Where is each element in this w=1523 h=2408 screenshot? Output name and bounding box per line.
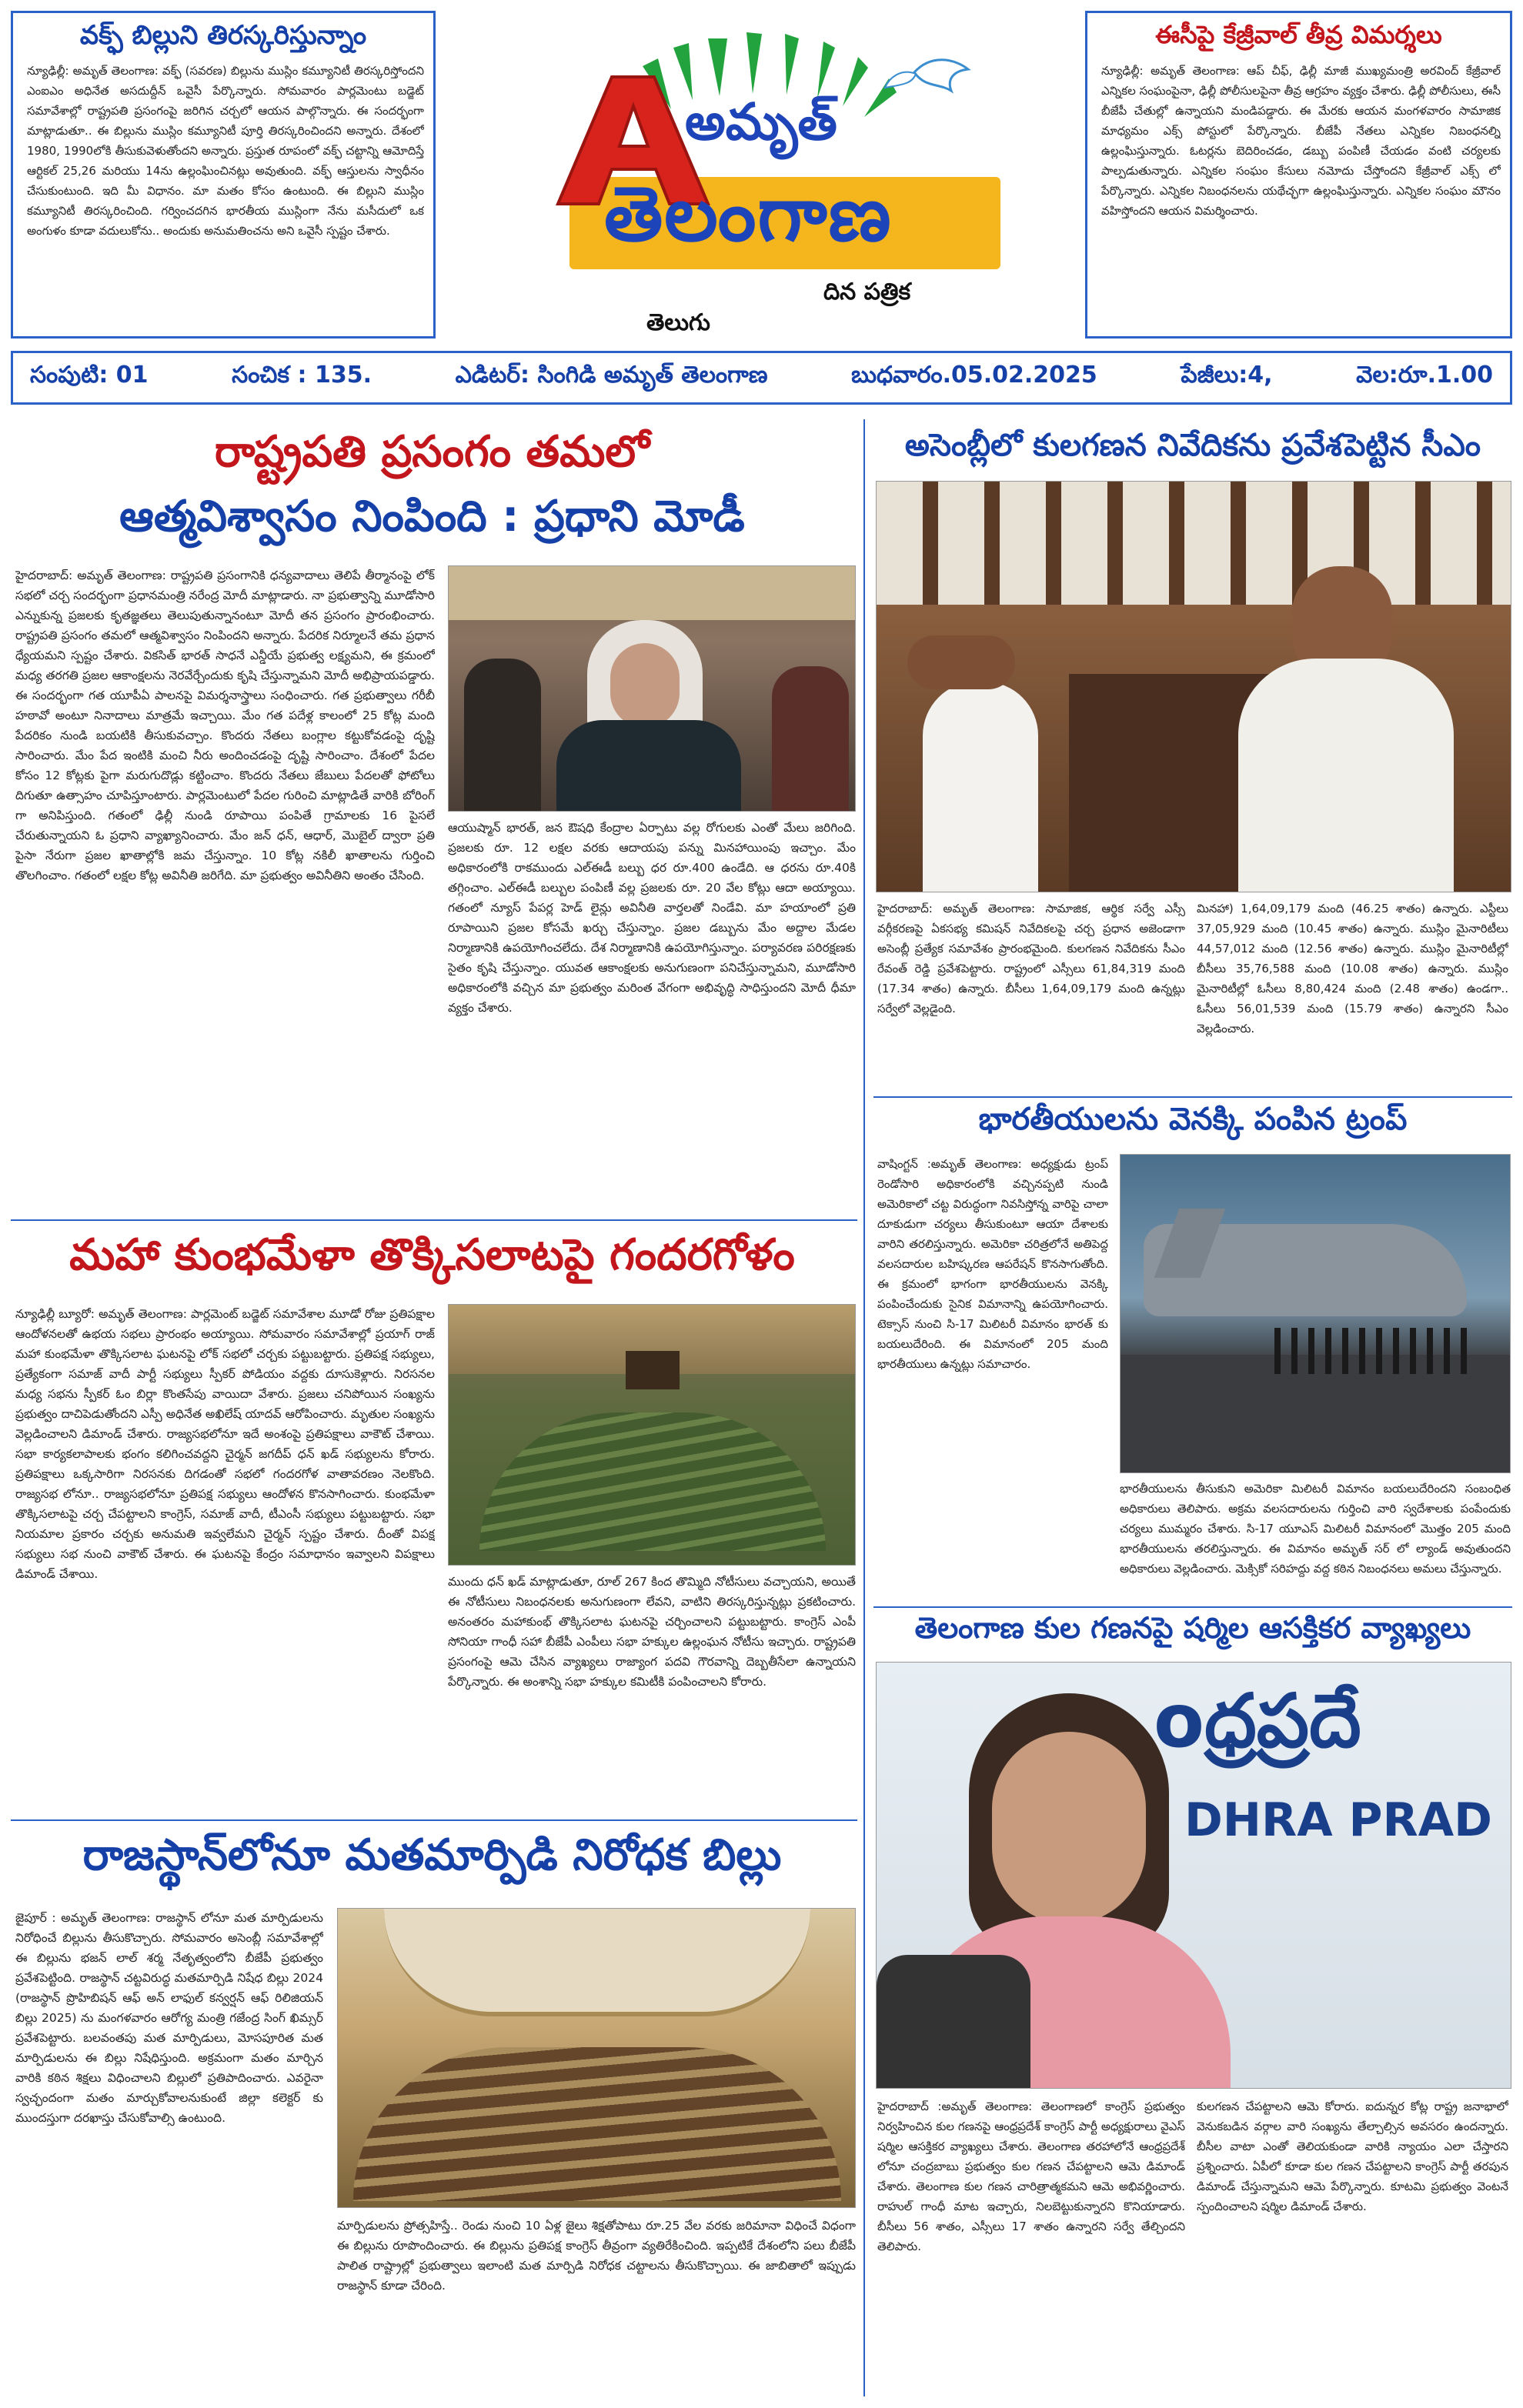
modi-body-left: హైదరాబాద్: అమృత్ తెలంగాణ: రాష్ట్రపతి ప్రసంగానికి ధన్యవాదాలు తెలిపే తీర్మానంపై లోక్ సభలో చర్చ సందర్భంగా ప్రధానమంత్రి నరేంద్ర మోదీ మాట్లాడారు. నా ప్రభుత్వాన్ని మూడోసారి ఎన్నుకున్న ప్రజలకు కృతజ్ఞతలు తెలుపుతున్నానంటూ మోదీ తన ప్రసంగం ప్రారంభించారు. రాష్ట్రపతి ప్రసంగం తమలో ఆత్మవిశ్వాసం నింపిందని అన్నారు. పేదరిక నిర్మూలనే తమ ప్రధాన ధ్యేయమని స్పష్టం చేశారు. వికసిత్ భారత్ సాధనే ఎన్డీయే ప్రభుత్వ లక్ష్యమని, ఈ క్రమంలో మధ్య తరగతి ప్రజల ఆకాంక్షలను నెరవేర్చేందుకు కృషి చేస్తున్నామని మోదీ అభిప్రాయపడ్డారు. ఈ సందర్భంగా గత యూపీఏ పాలనపై విమర్శనాస్త్రాలు సంధించారు. గత ప్రభుత్వాలు గరీబీ హఠావో అంటూ నినాదాలు మాత్రమే ఇచ్చాయి. మేం గత పదేళ్ల కాలంలో 25 కోట్ల మంది పేదరికం నుండి బయటికి తీసుకువచ్చాం. కొందరు నేతలు బంగ్లాల కట్టుకోవడంపై దృష్టి సారించారు. మేం పేద ఇంటికి మంచి నీరు అందించడంపై దృష్టి సారించాం. దేశంలో పేదల కోసం 12 కోట్లకు పైగా మరుగుదొడ్లు కట్టించాం. కొందరు నేతలు జేబులు పేదలతో ఫోటోలు దిగుతూ ఉత్సాహం చూపిస్తూంటారు. పార్లమెంటులో పేదల గురించి మాట్లాడితే వారికి బోరింగ్ గా అనిపిస్తుంది. గతంలో ఢిల్లీ నుండి రూపాయి పంపితే గ్రామాలకు 16 పైసలే చేరుతున్నాయని ఓ ప్రధాని వ్యాఖ్యానించారు. మేం జన్ ధన్, ఆధార్, మొబైల్ ద్వారా ప్రతి పైసా నేరుగా ప్రజల ఖాతాల్లోకి జమ చేస్తున్నాం. 10 కోట్ల నకిలీ ఖాతాలను గుర్తించి తొలగించాం. గతంలో లక్షల కోట్ల అవినీతి జరిగేది. మా ప్రభుత్వం అవినీతిని అంతం చేసింది. — [15, 569, 435, 882]
rajasthan-assembly-photo — [337, 1908, 856, 2208]
masthead — [454, 23, 1070, 346]
sharmila-body-right: కులగణన చేపట్టాలని ఆమె కోరారు. ఐదున్నర కోట్ల రాష్ట్ర జనాభాలో వెనుకబడిన వర్గాల వారి సంఖ్యను తేల్చాల్సిన అవసరం ఉందన్నారు. బీసీల వాటా ఎంతో తెలియకుండా వారికి న్యాయం ఎలా చేస్తారని ప్రశ్నించారు. ఏపీలో కూడా కుల గణన చేపట్టాలని కాంగ్రెస్ పార్టీ తరపున డిమాండ్ చేస్తున్నామని ఆమె పేర్కొన్నారు. కూటమి ప్రభుత్వం వెంటనే స్పందించాలని షర్మిల డిమాండ్ చేశారు. — [1197, 2099, 1508, 2213]
sharmila-headline: తెలంగాణ కుల గణనపై షర్మిల ఆసక్తికర వ్యాఖ్యలు — [914, 1611, 1471, 1645]
divider-4 — [873, 1606, 1512, 1608]
kumbh-body-left: న్యూఢిల్లీ బ్యూరో: అమృత్ తెలంగాణ: పార్లమెంట్ బడ్జెట్ సమావేశాల మూడో రోజు ప్రతిపక్షాల ఆందోళనలతో ఉభయ సభలు ప్రారంభం అయ్యాయి. సోమవారం సమావేశాల్లో ప్రయాగ్ రాజ్ మహా కుంభమేళా తొక్కిసలాట ఘటనపై లోక్ సభలో చర్చకు పట్టుబట్టారు. ప్రతిపక్ష సభ్యులు, ప్రత్యేకంగా సమాజ్ వాదీ పార్టీ సభ్యులు స్పీకర్ పోడియం వద్దకు దూసుకెళ్లారు. నిరసనల మధ్య సభను స్పీకర్ ఓం బిర్లా కొంతసేపు వాయిదా వేశారు. ప్రజలు చనిపోయిన సంఖ్యను ప్రభుత్వం దాచిపెడుతోందని ఎస్పీ అధినేత అఖిలేష్ యాదవ్ ఆరోపించారు. మృతుల సంఖ్యను వెల్లడించాలని డిమాండ్ చేశారు. రాజ్యసభలోనూ ఇదే అంశంపై ప్రతిపక్షాలు వాకౌట్ చేశాయి. సభా కార్యకలాపాలకు భంగం కలిగించవద్దని చైర్మన్ జగదీప్ ధన్ ఖడ్ సభ్యులను కోరారు. ప్రతిపక్షాలు ఒక్కసారిగా నిరసనకు దిగడంతో సభలో గందరగోళ వాతావరణం నెలకొంది. రాజ్యసభ లోనూ.. రాజ్యసభలోనూ ప్రతిపక్ష సభ్యులు ఆందోళన కొనసాగించారు. కుంభమేళా తొక్కిసలాటపై చర్చ చేపట్టాలని కాంగ్రెస్, సమాజ్ వాదీ, టీఎంసీ సభ్యులు పట్టుబట్టారు. సభా నియమాల ప్రకారం చర్చకు అనుమతి ఇవ్వలేమని చైర్మన్ స్పష్టం చేశారు. దీంతో విపక్ష సభ్యులు సభ నుంచి వాకౌట్ చేశారు. ఈ ఘటనపై కేంద్రం సమాధానం ఇవ్వాలని విపక్షాలు డిమాండ్ చేశాయి. — [15, 1307, 435, 1581]
kejriwal-body: న్యూఢిల్లీ: అమృత్ తెలంగాణ: ఆప్ చీఫ్, ఢిల్లీ మాజీ ముఖ్యమంత్రి అరవింద్ కేజ్రీవాల్ ఎన్నికల సంఘంపైనా, ఢిల్లీ పోలీసులపైనా తీవ్ర ఆగ్రహం వ్యక్తం చేశారు. ఢిల్లీ పోలీసులు, ఈసీ బీజేపీ చేతుల్లో ఉన్నాయని మండిపడ్డారు. ఈ మేరకు ఆయన మంగళవారం సామాజిక మాధ్యమం ఎక్స్ పోస్టులో పేర్కొన్నారు. బీజేపీ నేతలు ఎన్నికల నిబంధనల్ని ఉల్లంఘిస్తున్నారు. ఓటర్లను బెదిరించడం, డబ్బు పంపిణీ చేయడం వంటి చర్యలకు పాల్పడుతున్నారు. ఎన్నికల సంఘం కేసులు నమోదు చేస్తోందని కేజ్రీవాల్ ఎక్స్ లో పేర్కొన్నారు. ఎన్నికల నిబంధనలను యథేచ్ఛగా ఉల్లంఘిస్తున్నారు. ఎన్నికల సంఘం మౌనం వహిస్తోందని ఆయన విమర్శించారు. — [1101, 64, 1501, 218]
editor-label: ఎడిటర్: సింగిడి అమృత్ తెలంగాణ — [455, 362, 768, 389]
divider-3 — [873, 1096, 1512, 1098]
logo-word-main: తెలంగాణ — [604, 171, 893, 258]
trump-headline: భారతీయులను వెనక్కి పంపిన ట్రంప్ — [978, 1102, 1408, 1137]
divider-2 — [11, 1819, 857, 1821]
census-body-left: హైదరాబాద్: అమృత్ తెలంగాణ: సామాజిక, ఆర్థిక సర్వే ఎస్సీ వర్గీకరణపై ఏకసభ్య కమిషన్ నివేదికలపై చర్చ ప్రధాన అజెండాగా అసెంబ్లీ ప్రత్యేక సమావేశం ప్రారంభమైంది. కులగణన నివేదికను సీఎం రేవంత్ రెడ్డి ప్రవేశపెట్టారు. రాష్ట్రంలో ఎస్సీలు 61,84,319 మంది (17.34 శాతం) ఉన్నారు. బీసీలు 1,64,09,179 మంది ఉన్నట్లు సర్వేలో వెల్లడైంది. — [877, 902, 1185, 1016]
masthead-tagline: దిన పత్రిక — [823, 278, 911, 305]
masthead-language: తెలుగు — [646, 309, 710, 336]
modi-photo — [448, 565, 856, 812]
divider-1 — [11, 1219, 857, 1221]
sharmila-body-left: హైదరాబాద్ :అమృత్ తెలంగాణ: తెలంగాణలో కాంగ్రెస్ ప్రభుత్వం నిర్వహించిన కుల గణనపై ఆంధ్రప్రదేశ్ కాంగ్రెస్ పార్టీ అధ్యక్షురాలు వైఎస్ షర్మిల ఆసక్తికర వ్యాఖ్యలు చేశారు. తెలంగాణ తరహాలోనే ఆంధ్రప్రదేశ్ లోనూ చంద్రబాబు ప్రభుత్వం కుల గణన చేపట్టాలని ఆమె డిమాండ్ చేశారు. తెలంగాణ కుల గణన చారిత్రాత్మకమని ఆమె అభివర్ణించారు. రాహుల్ గాంధీ మాట ఇచ్చారు, నిలబెట్టుకున్నారని కొనియాడారు. బీసీలు 56 శాతం, ఎస్సీలు 17 శాతం ఉన్నారని సర్వే తేల్చిందని తెలిపారు. — [877, 2099, 1185, 2253]
date-label: బుధవారం.05.02.2025 — [851, 362, 1097, 389]
modi-headline-line1: రాష్ట్రపతి ప్రసంగం తమలో — [215, 427, 650, 477]
info-bar — [11, 351, 1512, 405]
waqf-story-box — [11, 11, 436, 339]
kumbh-body-right: ముందు ధన్ ఖడ్ మాట్లాడుతూ, రూల్ 267 కింద తొమ్మిది నోటీసులు వచ్చాయని, అయితే ఈ నోటీసులు నిబంధనలకు అనుగుణంగా లేవని, వాటిని తిరస్కరిస్తున్నట్లు ప్రకటించారు. అనంతరం మహాకుంభ్ తొక్కిసలాట ఘటనపై చర్చించాలని పట్టుబట్టారు. కాంగ్రెస్ ఎంపీ సోనియా గాంధీ సహా బీజేపీ ఎంపీలు సభా హక్కుల ఉల్లంఘన నోటీసు ఇచ్చారు. రాష్ట్రపతి ప్రసంగంపై ఆమె చేసిన వ్యాఖ్యలు రాజ్యాంగ పదవి గౌరవాన్ని దెబ్బతీసేలా ఉన్నాయని పేర్కొన్నారు. ఈ అంశాన్ని సభా హక్కుల కమిటీకి పంపించాలని కోరారు. — [448, 1575, 856, 1689]
trump-body: వాషింగ్టన్ :అమృత్ తెలంగాణ: అధ్యక్షుడు ట్రంప్ రెండోసారి అధికారంలోకి వచ్చినప్పటి నుండి అమెరికాలో చట్ట విరుద్ధంగా నివసిస్తోన్న వారిపై చాలా దూకుడుగా చర్యలు తీసుకుంటూ ఆయా దేశాలకు వారిని తరలిస్తున్నారు. అమెరికా చరిత్రలోనే అతిపెద్ద వలసదారుల బహిష్కరణ ఆపరేషన్ కొనసాగుతోంది. ఈ క్రమంలో భాగంగా భారతీయులను వెనక్కి పంపించేందుకు సైనిక విమానాన్ని ఉపయోగించారు. టెక్సాస్ నుంచి సి-17 మిలిటరీ విమానం భారత్ కు బయలుదేరింది. ఈ విమానంలో 205 మంది భారతీయులు ఉన్నట్లు సమాచారం. — [877, 1157, 1108, 1371]
census-headline: అసెంబ్లీలో కులగణన నివేదికను ప్రవేశపెట్టిన సీఎం — [904, 428, 1481, 463]
sharmila-photo-banner: oధ్రప్రదే — [1154, 1678, 1361, 1764]
military-plane-photo — [1120, 1154, 1511, 1473]
volume-label: సంపుటి: 01 — [30, 362, 149, 389]
kumbh-headline: మహా కుంభమేళా తొక్కిసలాటపై గందరగోళం — [69, 1230, 795, 1280]
rajasthan-body-right: మార్పిడులను ప్రోత్సహిస్తే.. రెండు నుంచి 10 ఏళ్ల జైలు శిక్షతోపాటు రూ.25 వేల వరకు జరిమానా విధించే విధంగా ఈ బిల్లును రూపొందించారు. ఈ బిల్లును ప్రతిపక్ష కాంగ్రెస్ తీవ్రంగా వ్యతిరేకించింది. ఇప్పటికే దేశంలోని పలు బీజేపీ పాలిత రాష్ట్రాల్లో ప్రభుత్వాలు ఇలాంటి మత మార్పిడి నిరోధక చట్టాలను తీసుకొచ్చాయి. ఈ జాబితాలో ఇప్పుడు రాజస్థాన్ కూడా చేరింది. — [337, 2219, 856, 2293]
rajasthan-headline: రాజస్థాన్‌లోనూ మతమార్పిడి నిరోధక బిల్లు — [82, 1830, 782, 1880]
pages-label: పేజీలు:4, — [1181, 362, 1273, 389]
logo-word-top: అమృత్ — [685, 92, 837, 152]
trump-body-wide: భారతీయులను తీసుకుని అమెరికా మిలిటరీ విమానం బయలుదేరిందని సంబంధిత అధికారులు తెలిపారు. అక్రమ వలసదారులను గుర్తించి వారి స్వదేశాలకు పంపేందుకు చర్యలు ముమ్మరం చేశారు. సి-17 యూఎస్ మిలిటరీ విమానంలో మొత్తం 205 మంది భారతీయులను తరలిస్తున్నారు. ఈ విమానం అమృత్ సర్ లో ల్యాండ్ అవుతుందని అధికారులు వెల్లడించారు. మెక్సికో సరిహద్దు వద్ద కఠిన నిబంధనలు అమలు చేస్తున్నారు. — [1120, 1482, 1511, 1576]
kejriwal-story-box — [1085, 11, 1512, 339]
sharmila-photo — [876, 1662, 1511, 2089]
waqf-headline: వక్ఫ్ బిల్లుని తిరస్కరిస్తున్నాం — [79, 20, 367, 51]
rajasthan-body-left: జైపూర్ : అమృత్ తెలంగాణ: రాజస్థాన్ లోనూ మత మార్పిడులను నిరోధించే బిల్లును తీసుకొచ్చారు. సోమవారం అసెంబ్లీ సమావేశాల్లో ఈ బిల్లును భజన్ లాల్ శర్మ నేతృత్వంలోని బీజేపీ ప్రభుత్వం ప్రవేశపెట్టింది. రాజస్థాన్ చట్టవిరుద్ధ మతమార్పిడి నిషేధ బిల్లు 2024 (రాజస్థాన్ ప్రొహిబిషన్ ఆఫ్ అన్ లాఫుల్ కన్వర్షన్ ఆఫ్ రిలిజియన్ బిల్లు 2025) ను మంగళవారం ఆరోగ్య మంత్రి గజేంద్ర సింగ్ ఖిమ్సర్ ప్రవేశపెట్టారు. బలవంతపు మత మార్పిడులు, మోసపూరిత మత మార్పిడులను ఈ బిల్లు నిషేధిస్తుంది. అక్రమంగా మతం మార్చిన వారికి కఠిన శిక్షలు విధించాలని బిల్లులో ప్రతిపాదించారు. ఎవరైనా స్వచ్ఛందంగా మతం మార్చుకోవాలనుకుంటే జిల్లా కలెక్టర్ కు ముందస్తుగా దరఖాస్తు చేసుకోవాల్సి ఉంటుంది. — [15, 1911, 323, 2125]
modi-headline-line2: ఆత్మవిశ్వాసం నింపింది : ప్రధాని మోడీ — [119, 492, 745, 542]
waqf-body: న్యూఢిల్లీ: అమృత్ తెలంగాణ: వక్ఫ్ (సవరణ) బిల్లును ముస్లిం కమ్యూనిటీ తిరస్కరిస్తోందని ఎంఐఎం అధినేత అసదుద్దీన్ ఒవైసీ పేర్కొన్నారు. సోమవారం పార్లమెంటు బడ్జెట్ సమావేశాల్లో రాష్ట్రపతి ప్రసంగంపై జరిగిన చర్చలో ఆయన పాల్గొన్నారు. ఈ సందర్భంగా మాట్లాడుతూ.. ఈ బిల్లును ముస్లిం కమ్యూనిటీ పూర్తి తిరస్కరించిందని అన్నారు. దేశంలో 1980, 1990లోకి తీసుకువెళుతోందని అన్నారు. ప్రస్తుత రూపంలో వక్ఫ్ చట్టాన్ని ఆమోదిస్తే ఆర్టికల్ 25,26 మరియు 14ను ఉల్లంఘించినట్లు అవుతుంది. వక్ఫ్ ఆస్తులను స్వాధీనం చేసుకుంటుంది. ఇది మీ విధానం. మా మతం కోసం ఉంటుంది. ఈ బిల్లుని ముస్లిం కమ్యూనిటీ తిరస్కరించింది. గర్వించదగిన భారతీయ ముస్లింగా నేను మసీదులో ఒక అంగుళం కూడా వదులుకోను.. అందుకు అనుమతించను అని ఒవైసీ స్పష్టం చేశారు. — [27, 64, 424, 238]
issue-label: సంచిక : 135. — [232, 362, 372, 389]
column-divider — [863, 419, 865, 2396]
kejriwal-headline: ఈసీపై కేజ్రీవాల్ తీవ్ర విమర్శలు — [1155, 20, 1442, 49]
cm-assembly-photo — [876, 481, 1511, 892]
price-label: వెల:రూ.1.00 — [1356, 362, 1493, 389]
parliament-photo — [448, 1304, 856, 1566]
sharmila-photo-banner2: DHRA PRAD — [1184, 1793, 1492, 1847]
census-body-right: మినహా) 1,64,09,179 మంది (46.25 శాతం) ఉన్నారు. ఎస్టీలు 37,05,929 మంది (10.45 శాతం) ఉన్నారు. ముస్లిం మైనారిటీలు 44,57,012 మంది (12.56 శాతం) ఉన్నారు. ముస్లిం మైనారిటీల్లో బీసీలు 35,76,588 మంది (10.08 శాతం) ఉన్నారు. ముస్లిం మైనారిటీల్లో ఓసీలు 8,80,424 మంది (2.48 శాతం) ఉండగా.. ఓసీలు 56,01,539 మంది (15.79 శాతం) ఉన్నారని సీఎం వెల్లడించారు. — [1197, 902, 1508, 1036]
modi-body-right: ఆయుష్మాన్ భారత్, జన ఔషధి కేంద్రాల ఏర్పాటు వల్ల రోగులకు ఎంతో మేలు జరిగింది. ప్రజలకు రూ. 12 లక్షల వరకు ఆదాయపు పన్ను మినహాయింపు ఇచ్చాం. మేం అధికారంలోకి రాకముందు ఎల్ఈడీ బల్బు ధర రూ.400 ఉండేది. ఆ ధరను రూ.40కి తగ్గించాం. ఎల్ఈడీ బల్బుల పంపిణీ వల్ల ప్రజలకు రూ. 20 వేల కోట్లు ఆదా అయ్యాయి. గతంలో న్యూస్ పేపర్ల హెడ్ లైన్లు అవినీతి వార్తలతో నిండేవి. మా హయాంలో ప్రతి రూపాయిని ప్రజల కోసమే ఖర్చు చేస్తున్నాం. ప్రజల డబ్బును మేం అద్దాల మేడల నిర్మాణానికి ఉపయోగించలేదు. దేశ నిర్మాణానికి ఉపయోగిస్తున్నాం. పర్యావరణ పరిరక్షణకు సైతం కృషి చేస్తున్నాం. యువత ఆకాంక్షలకు అనుగుణంగా పనిచేస్తున్నామని, మూడోసారి అధికారంలోకి వచ్చిన మా ప్రభుత్వం మరింత వేగంగా అభివృద్ధి సాధిస్తుందని మోదీ ధీమా వ్యక్తం చేశారు. — [448, 821, 856, 1015]
